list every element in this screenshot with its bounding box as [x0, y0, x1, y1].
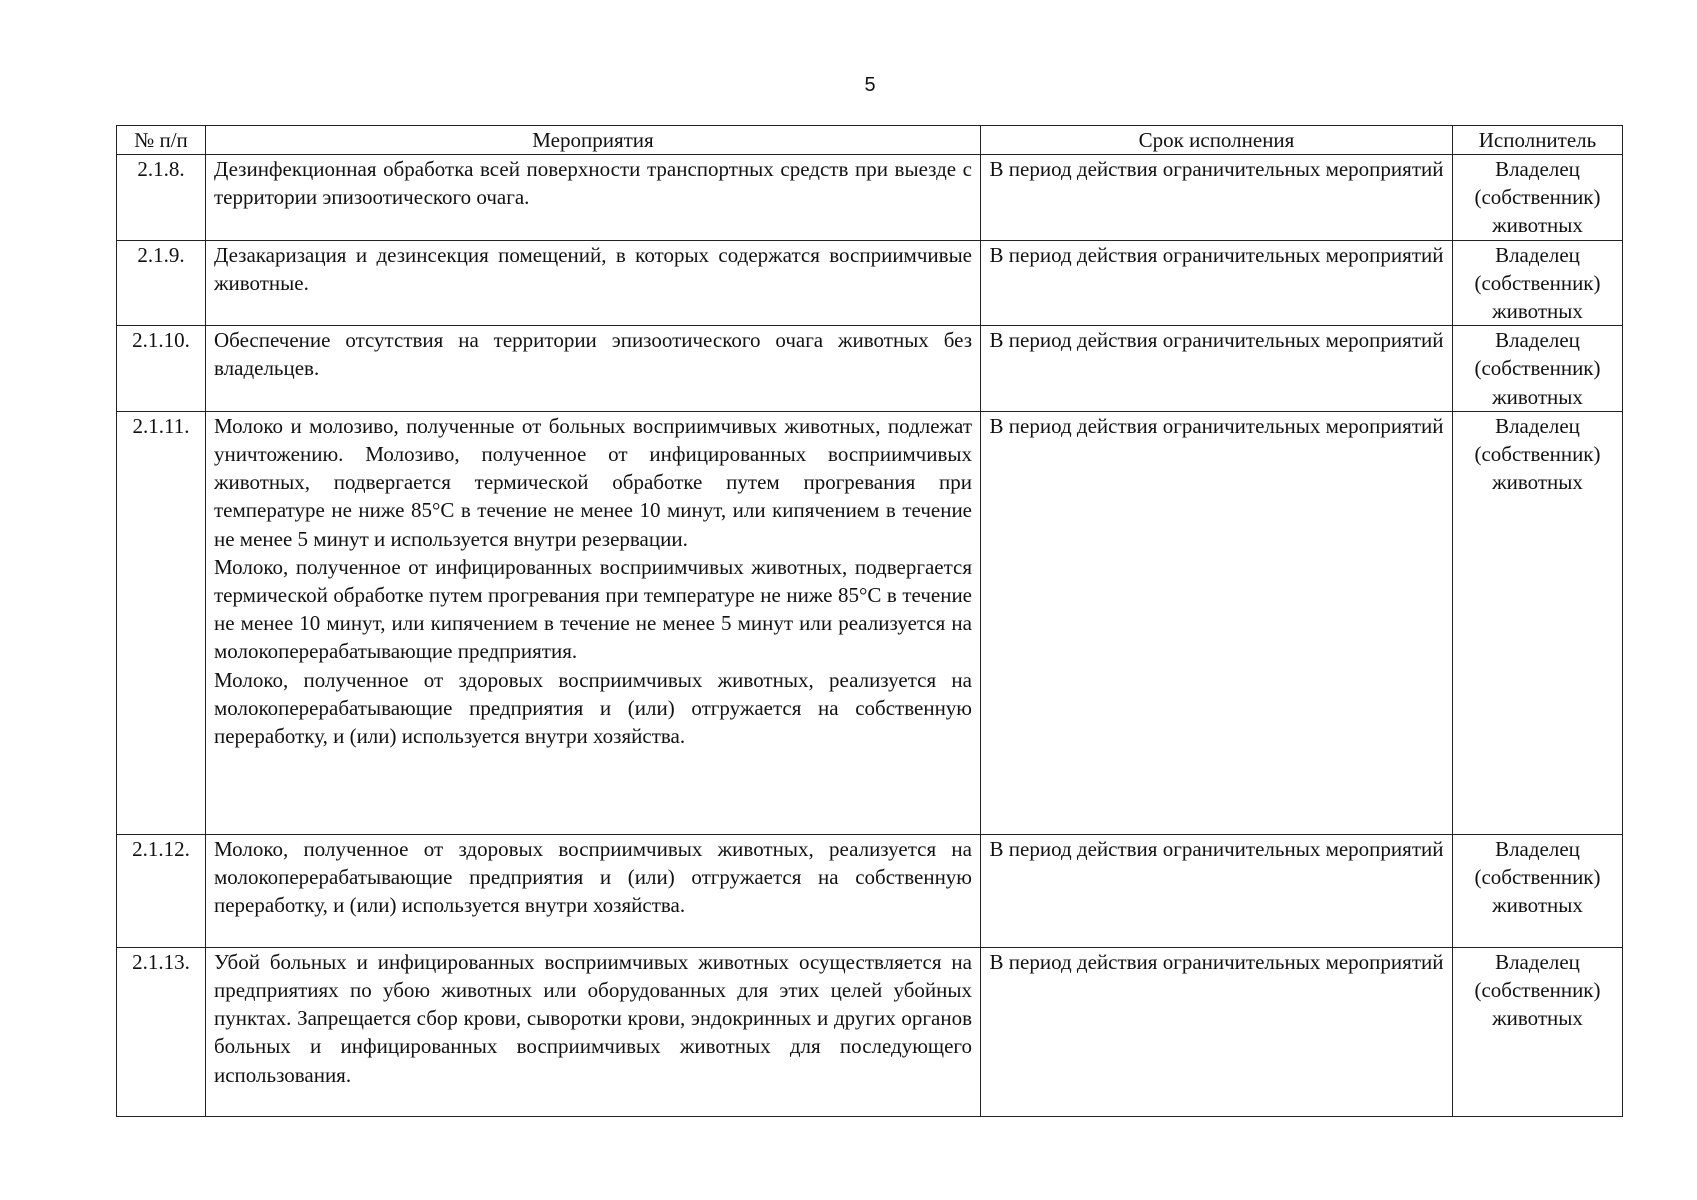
row-executor: Владелец (собственник) животных [1453, 947, 1623, 1116]
table-header-row [117, 126, 1623, 155]
table-row [117, 240, 1623, 326]
row-number: 2.1.8. [117, 155, 206, 241]
row-activity [206, 834, 981, 947]
activity-paragraph: Обеспечение отсутствия на территории эпизоотического очага животных без владельцев. [214, 328, 972, 381]
row-activity [206, 326, 981, 412]
row-executor: Владелец (собственник) животных [1453, 411, 1623, 834]
row-term: В период действия ограничительных мероприятий [981, 155, 1453, 241]
row-number: 2.1.9. [117, 240, 206, 326]
header-activities: Мероприятия [206, 126, 981, 155]
row-number: 2.1.12. [117, 834, 206, 947]
activity-paragraph: Молоко, полученное от здоровых восприимчивых животных, реализуется на молокоперерабатывающие предприятия и (или) отгружается на собственную переработку, и (или) используется внутри хозяйства. [214, 836, 972, 918]
activity-paragraph: Убой больных и инфицированных восприимчивых животных осуществляется на предприятиях по убою животных или оборудованных для этих целей убойных пунктах. Запрещается сбор крови, сыворотки крови, эндокринных и других органов больных и инфицированных восприимчивых животных для последующего использования. [214, 949, 972, 1087]
page-number: 5 [864, 74, 876, 96]
row-executor: Владелец (собственник) животных [1453, 155, 1623, 241]
header-num: № п/п [117, 126, 206, 155]
row-number: 2.1.13. [117, 947, 206, 1116]
table-row [117, 411, 1623, 834]
row-executor: Владелец (собственник) животных [1453, 240, 1623, 326]
table-row [117, 834, 1623, 947]
row-executor: Владелец (собственник) животных [1453, 834, 1623, 947]
row-activity [206, 155, 981, 241]
measures-table [116, 125, 1623, 1117]
row-term: В период действия ограничительных мероприятий [981, 326, 1453, 412]
row-term: В период действия ограничительных мероприятий [981, 947, 1453, 1116]
row-activity [206, 947, 981, 1116]
row-term: В период действия ограничительных мероприятий [981, 411, 1453, 834]
activity-paragraph: Дезинфекционная обработка всей поверхности транспортных средств при выезде с территории эпизоотического очага. [214, 157, 972, 210]
row-term: В период действия ограничительных мероприятий [981, 834, 1453, 947]
header-term: Срок исполнения [981, 126, 1453, 155]
row-activity [206, 411, 981, 834]
header-executor: Исполнитель [1453, 126, 1623, 155]
activity-paragraph: Дезакаризация и дезинсекция помещений, в которых содержатся восприимчивые животные. [214, 242, 972, 295]
table-row [117, 326, 1623, 412]
row-number: 2.1.11. [117, 411, 206, 834]
table-row [117, 155, 1623, 241]
row-number: 2.1.10. [117, 326, 206, 412]
activity-paragraph: Молоко и молозиво, полученные от больных восприимчивых животных, подлежат уничтожению. Молозиво, полученное от инфицированных восприимчивых животных, подвергается термической обработке путем прогревания при температуре не ниже 85°С в течение не менее 10 минут, или кипячением в течение не менее 5 минут и используется внутри резервации. [214, 413, 972, 551]
row-activity [206, 240, 981, 326]
row-executor: Владелец (собственник) животных [1453, 326, 1623, 412]
table-row [117, 947, 1623, 1116]
activity-paragraph: Молоко, полученное от инфицированных восприимчивых животных, подвергается термической обработке путем прогревания при температуре не ниже 85°С в течение не менее 10 минут, или кипячением в течение не менее 5 минут или реализуется на молокоперерабатывающие предприятия. [214, 554, 972, 664]
activity-paragraph: Молоко, полученное от здоровых восприимчивых животных, реализуется на молокоперерабатывающие предприятия и (или) отгружается на собственную переработку, и (или) используется внутри хозяйства. [214, 667, 972, 749]
row-term: В период действия ограничительных мероприятий [981, 240, 1453, 326]
